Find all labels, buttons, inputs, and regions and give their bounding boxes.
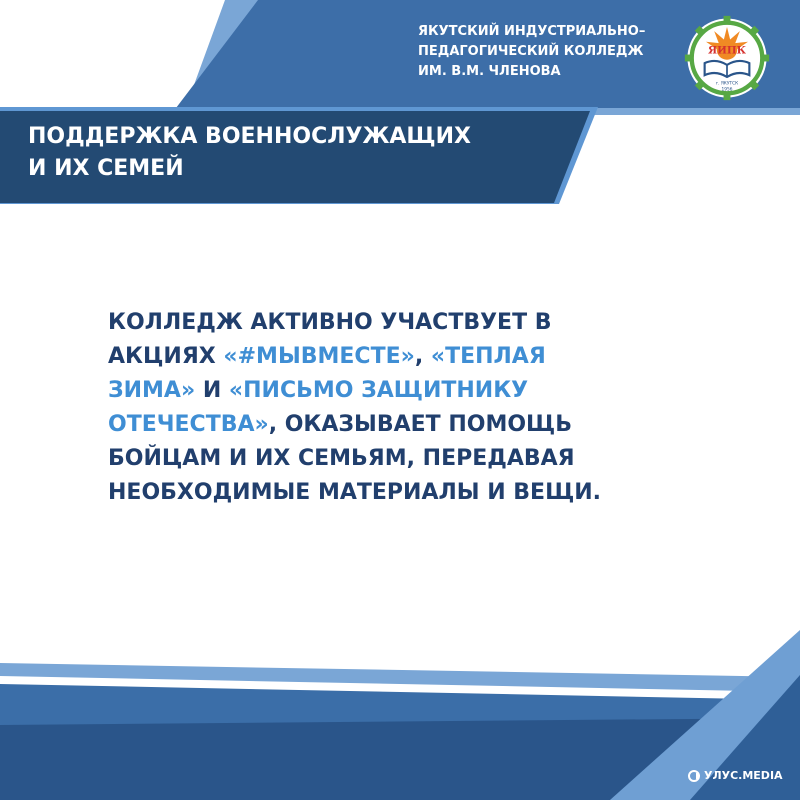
message-text: КОЛЛЕДЖ АКТИВНО УЧАСТВУЕТ В [108,310,552,335]
campaign-name: «ТЕПЛАЯ [430,344,546,369]
power-circle-icon [688,770,700,782]
college-name-line: ПЕДАГОГИЧЕСКИЙ КОЛЛЕДЖ [418,44,644,59]
message-text: НЕОБХОДИМЫЕ МАТЕРИАЛЫ И ВЕЩИ. [108,480,602,505]
logo-year: 1956 [721,87,733,93]
logo-city: г. ЯКУТСК [715,81,739,87]
message-text: АКЦИЯХ [108,344,224,369]
message-text: , [414,344,431,369]
campaign-name: ЗИМА» [108,378,196,403]
campaign-name: «#МЫВМЕСТЕ» [223,344,415,369]
college-name-line: ЯКУТСКИЙ ИНДУСТРИАЛЬНО– [418,24,646,39]
campaign-name: ОТЕЧЕСТВА» [108,412,269,437]
message-line [108,442,708,476]
college-logo-emblem [684,15,770,101]
message-line [108,306,708,340]
logo-abbreviation: ЯИПК [708,44,746,57]
media-brand-label: УЛУС.MEDIA [704,769,783,782]
section-title-line: И ИХ СЕМЕЙ [28,156,184,181]
campaign-name: «ПИСЬМО ЗАЩИТНИКУ [228,378,529,403]
message-text: , ОКАЗЫВАЕТ ПОМОЩЬ [268,412,572,437]
college-name [418,22,678,82]
message-text: БОЙЦАМ И ИХ СЕМЬЯМ, ПЕРЕДАВАЯ [108,446,575,471]
message-line [108,374,708,408]
main-message [108,306,708,510]
message-line [108,340,708,374]
section-title [28,121,471,185]
message-line [108,408,708,442]
message-line [108,476,708,510]
media-brand [688,769,783,782]
section-title-line: ПОДДЕРЖКА ВОЕННОСЛУЖАЩИХ [28,124,471,149]
college-name-line: ИМ. В.М. ЧЛЕНОВА [418,64,561,79]
message-text: И [195,378,229,403]
